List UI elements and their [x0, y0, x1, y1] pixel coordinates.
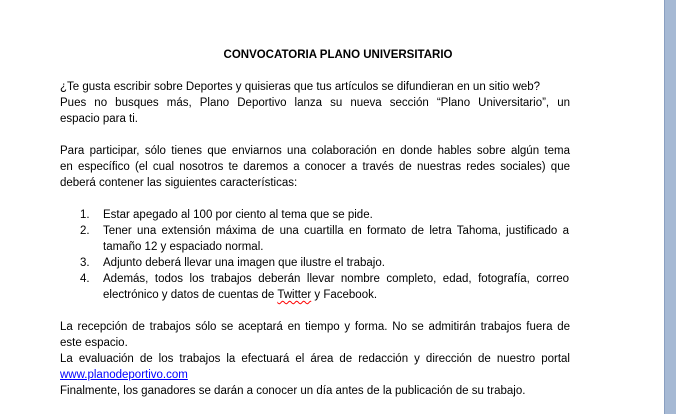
- list-number: 4.: [80, 273, 90, 285]
- portal-link-line: [60, 367, 570, 383]
- paragraph-line: La recepción de trabajos sólo se aceptará en tiempo y forma. No se admitirán trabajos fuera de: [60, 321, 570, 333]
- paragraph-line: La evaluación de los trabajos la efectuará el área de redacción y dirección de nuestro portal: [60, 353, 570, 365]
- document-title: CONVOCATORIA PLANO UNIVERSITARIO: [223, 49, 453, 61]
- list-item-continuation: tamaño 12 y espaciado normal.: [103, 241, 264, 253]
- paragraph-line: Para participar, sólo tienes que enviarnos una colaboración en donde hables sobre algún tema: [60, 145, 570, 157]
- list-item-text: electrónico y datos de cuentas de: [103, 289, 278, 301]
- list-number: 2.: [80, 225, 90, 237]
- spellcheck-word: Twitter: [277, 289, 312, 301]
- paragraph-line: en específico (el cual nosotros te daremos a conocer a través de nuestras redes sociales) que: [60, 161, 570, 173]
- list-number: 3.: [80, 257, 90, 269]
- paragraph-line: ¿Te gusta escribir sobre Deportes y quisieras que tus artículos se difundieran en un sitio web?: [60, 81, 541, 93]
- list-item-continuation: [103, 287, 569, 303]
- paragraph-line: espacio para ti.: [60, 113, 138, 125]
- paragraph-line: Pues no busques más, Plano Deportivo lanza su nueva sección “Plano Universitario”, un: [60, 97, 570, 109]
- list-item-text: y Facebook.: [311, 289, 378, 301]
- paragraph-line: este espacio.: [60, 337, 128, 349]
- list-item: Además, todos los trabajos deberán llevar nombre completo, edad, fotografía, correo: [103, 273, 569, 285]
- list-item: Tener una extensión máxima de una cuartilla en formato de letra Tahoma, justificado a: [103, 225, 569, 237]
- paragraph-line: Finalmente, los ganadores se darán a conocer un día antes de la publicación de su trabajo.: [60, 385, 526, 397]
- window-edge: [664, 0, 676, 414]
- list-item: Adjunto deberá llevar una imagen que ilustre el trabajo.: [103, 257, 385, 269]
- paragraph-line: deberá contener las siguientes características:: [60, 177, 298, 189]
- list-number: 1.: [80, 209, 90, 221]
- portal-link[interactable]: www.planodeportivo.com: [60, 369, 188, 381]
- list-item: Estar apegado al 100 por ciento al tema que se pide.: [103, 209, 373, 221]
